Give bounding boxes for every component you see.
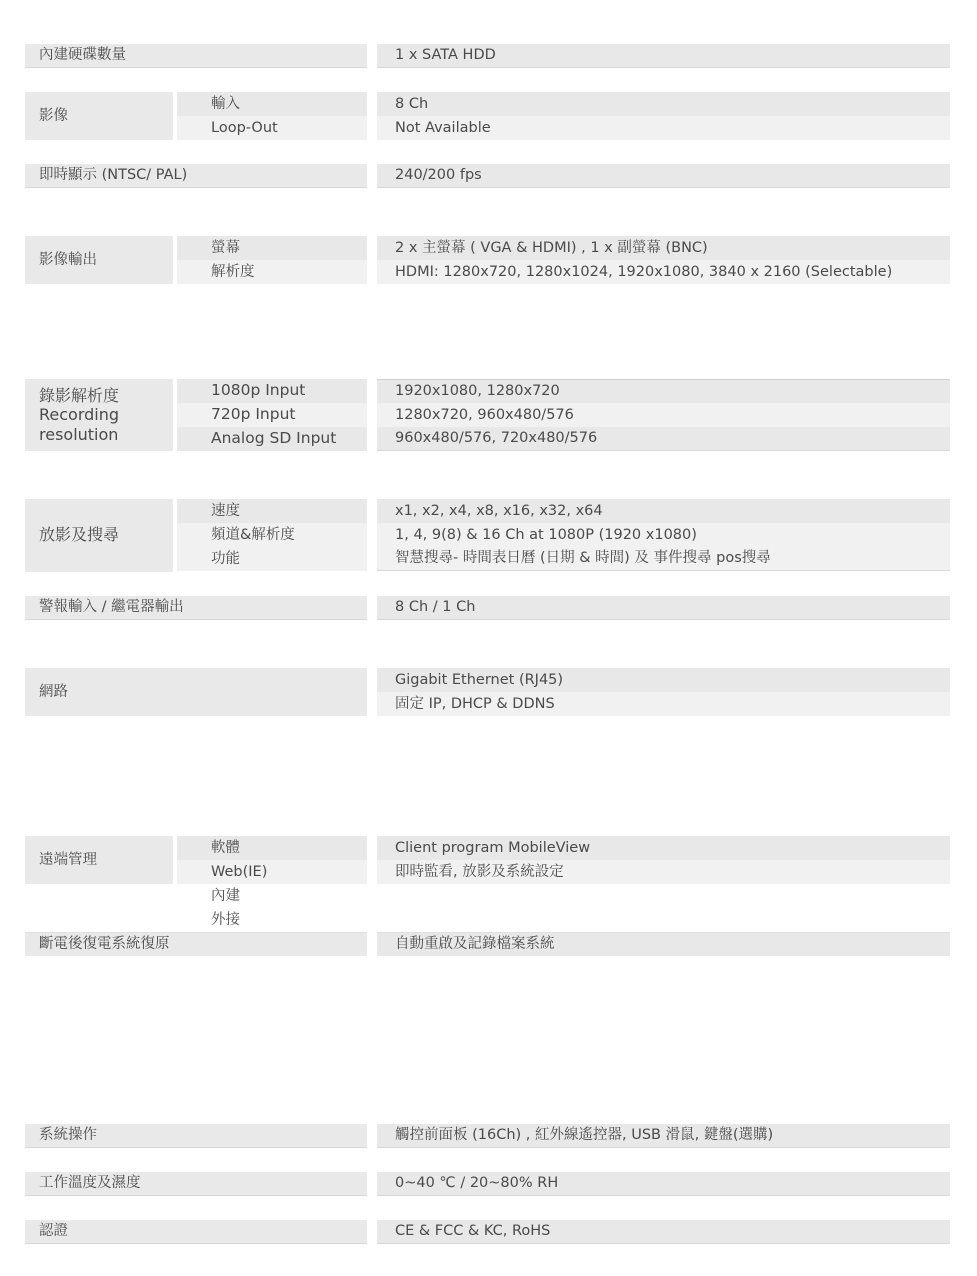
row-label: 內建硬碟數量	[25, 44, 367, 68]
row-value: 觸控前面板 (16Ch) , 紅外線遙控器, USB 滑鼠, 鍵盤(選購)	[377, 1124, 950, 1148]
row-sublabel: 頻道&解析度	[177, 523, 367, 547]
row-label: 認證	[25, 1220, 367, 1244]
row-sublabel: 外接	[211, 911, 240, 928]
row-label: 錄影解析度 Recording resolution	[25, 379, 173, 451]
row-label: 即時顯示 (NTSC/ PAL)	[25, 164, 367, 188]
row-sublabel: 1080p Input	[177, 379, 367, 403]
row-value: 智慧搜尋- 時間表日曆 (日期 & 時間) 及 事件搜尋 pos搜尋	[377, 547, 950, 571]
row-sublabel: 輸入	[177, 92, 367, 116]
row-label: 影像輸出	[25, 236, 173, 284]
row-label: 工作溫度及濕度	[25, 1172, 367, 1196]
row-label: 影像	[25, 92, 173, 140]
row-sublabel: 功能	[177, 547, 367, 571]
row-value: 固定 IP, DHCP & DDNS	[377, 692, 950, 716]
row-label: 遠端管理	[25, 836, 173, 884]
row-value: Not Available	[377, 116, 950, 140]
row-value: CE & FCC & KC, RoHS	[377, 1220, 950, 1244]
row-label: 系統操作	[25, 1124, 367, 1148]
row-value: 960x480/576, 720x480/576	[377, 427, 950, 451]
row-value: 0~40 ℃ / 20~80% RH	[377, 1172, 950, 1196]
row-sublabel: 720p Input	[177, 403, 367, 427]
row-value: 1280x720, 960x480/576	[377, 403, 950, 427]
row-value: 2 x 主螢幕 ( VGA & HDMI) , 1 x 副螢幕 (BNC)	[377, 236, 950, 260]
row-sublabel: Analog SD Input	[177, 427, 367, 451]
row-value: Gigabit Ethernet (RJ45)	[377, 668, 950, 692]
row-value: 自動重啟及記錄檔案系統	[377, 932, 950, 956]
row-sublabel: Loop-Out	[177, 116, 367, 140]
row-value: Client program MobileView	[377, 836, 950, 860]
row-value: 240/200 fps	[377, 164, 950, 188]
row-sublabel: Web(IE)	[177, 860, 367, 884]
row-value: 1 x SATA HDD	[377, 44, 950, 68]
row-value: HDMI: 1280x720, 1280x1024, 1920x1080, 3840 x 2160 (Selectable)	[377, 260, 950, 284]
row-label: 放影及搜尋	[25, 499, 173, 572]
row-value: 即時監看, 放影及系統設定	[377, 860, 950, 884]
row-value: 8 Ch	[377, 92, 950, 116]
row-sublabel: 螢幕	[177, 236, 367, 260]
row-sublabel: 軟體	[177, 836, 367, 860]
row-value: 8 Ch / 1 Ch	[377, 596, 950, 620]
row-value: 1, 4, 9(8) & 16 Ch at 1080P (1920 x1080)	[377, 523, 950, 547]
row-sublabel: 速度	[177, 499, 367, 523]
row-value: 1920x1080, 1280x720	[377, 379, 950, 403]
row-sublabel: 解析度	[177, 260, 367, 284]
row-label: 警報輸入 / 繼電器輸出	[25, 596, 367, 620]
row-label: 網路	[25, 668, 367, 716]
row-label: 斷電後復電系統復原	[25, 932, 367, 956]
row-sublabel: 內建	[211, 887, 240, 904]
row-value: x1, x2, x4, x8, x16, x32, x64	[377, 499, 950, 523]
